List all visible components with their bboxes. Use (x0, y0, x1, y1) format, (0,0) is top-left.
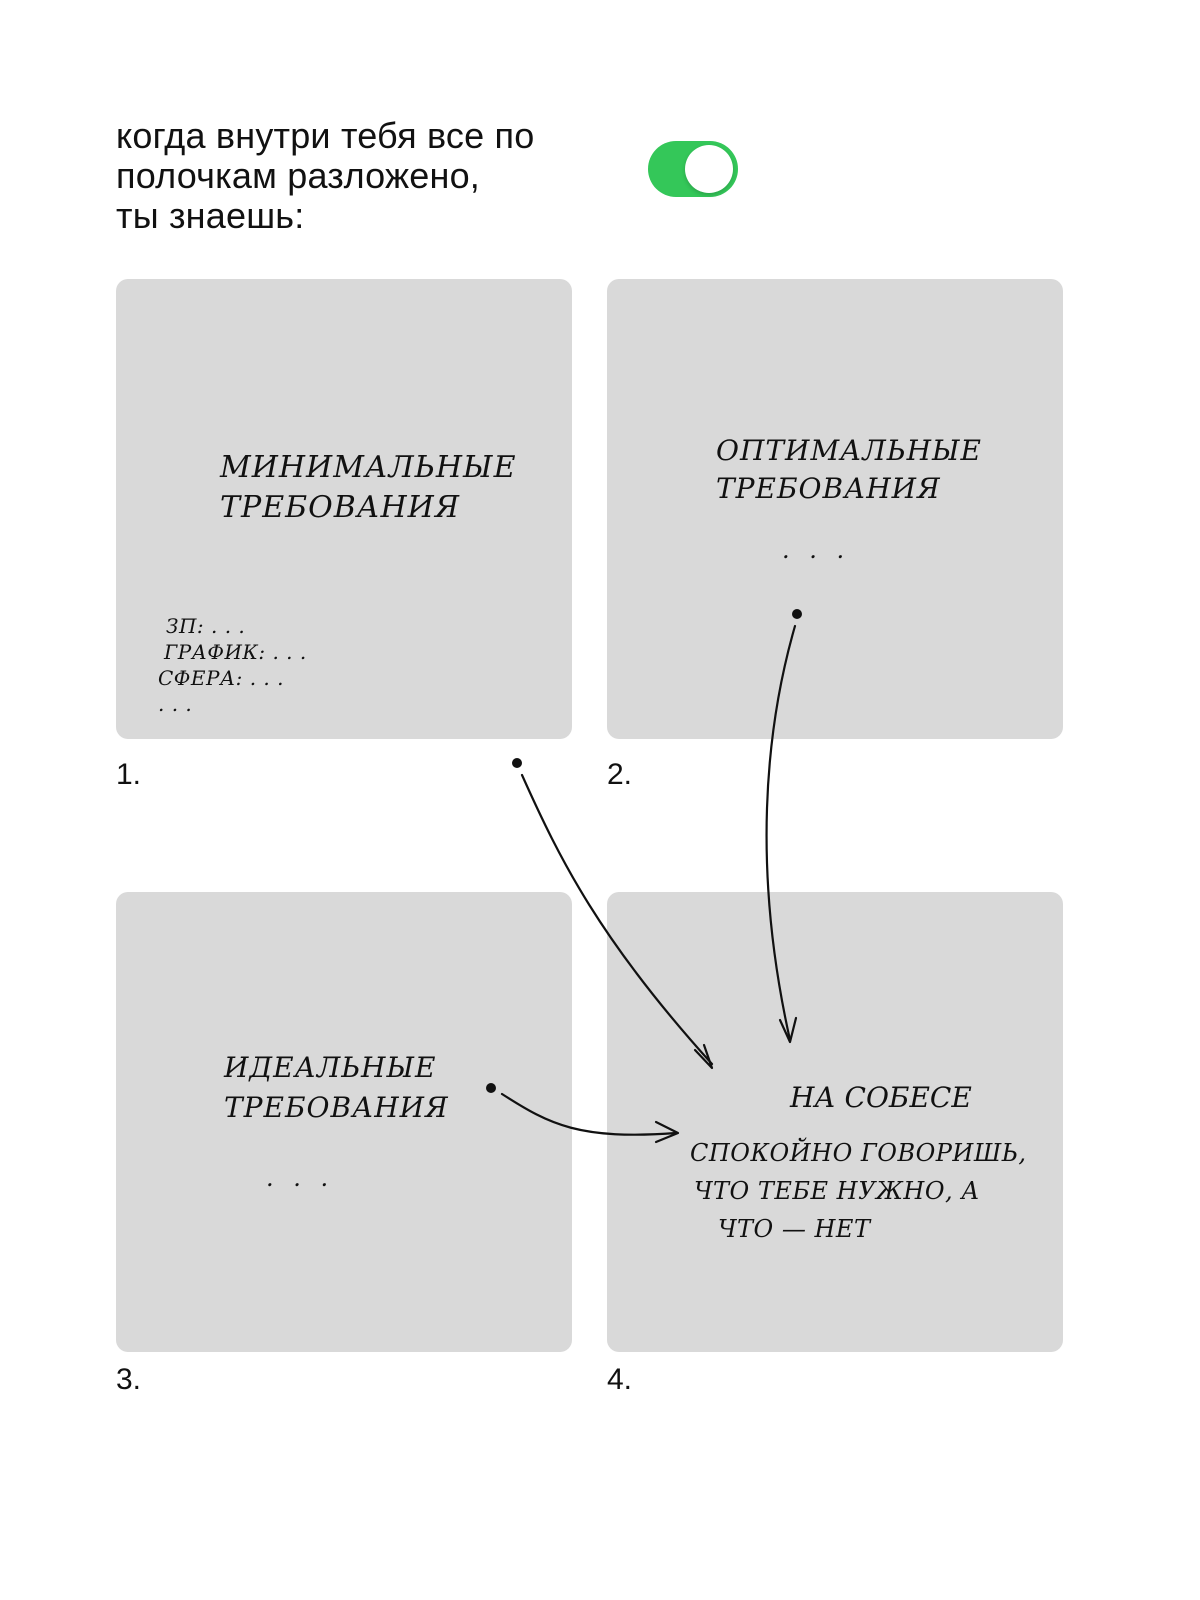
card-3-title-line-1: ИДЕАЛЬНЫЕ (224, 1051, 437, 1084)
toggle-switch[interactable] (648, 141, 738, 197)
card-4-body (690, 1134, 1027, 1248)
card-3-title (224, 1048, 449, 1128)
card-1-title-line-2: ТРЕБОВАНИЯ (220, 490, 461, 525)
card-1-list-item-schedule: ГРАФИК: . . . (164, 640, 307, 664)
card-4-title: НА СОБЕСЕ (790, 1081, 972, 1114)
card-1-number: 1. (116, 758, 142, 791)
card-1-list-item-more: . . . (158, 692, 193, 716)
card-2-title-line-1: ОПТИМАЛЬНЫЕ (716, 434, 982, 467)
card-3-number: 3. (116, 1363, 142, 1396)
heading-line-1: когда внутри тебя все по (116, 115, 535, 156)
card-4-body-line-2: ЧТО ТЕБЕ НУЖНО, А (694, 1177, 980, 1205)
arrow-1-start-dot (512, 758, 522, 768)
heading (116, 116, 636, 236)
card-1-title (220, 448, 517, 528)
heading-line-2: полочкам разложено, (116, 155, 481, 196)
card-2-title (716, 432, 982, 508)
card-2-ellipsis: . . . (782, 536, 851, 564)
card-4-number: 4. (607, 1363, 633, 1396)
card-1-title-line-1: МИНИМАЛЬНЫЕ (220, 450, 517, 485)
card-optimal-requirements (607, 279, 1063, 739)
heading-line-3: ты знаешь: (116, 195, 305, 236)
card-interview (607, 892, 1063, 1352)
card-1-list-item-salary: ЗП: . . . (166, 614, 246, 638)
card-3-title-line-2: ТРЕБОВАНИЯ (224, 1091, 449, 1124)
card-2-number: 2. (607, 758, 633, 791)
card-4-body-line-3: ЧТО — НЕТ (718, 1215, 871, 1243)
card-1-list (158, 613, 307, 717)
toggle-knob[interactable] (685, 145, 733, 193)
card-4-body-line-1: СПОКОЙНО ГОВОРИШЬ, (690, 1139, 1027, 1167)
card-2-title-line-2: ТРЕБОВАНИЯ (716, 472, 941, 505)
card-3-ellipsis: . . . (266, 1164, 335, 1192)
card-1-list-item-field: СФЕРА: . . . (158, 666, 284, 690)
